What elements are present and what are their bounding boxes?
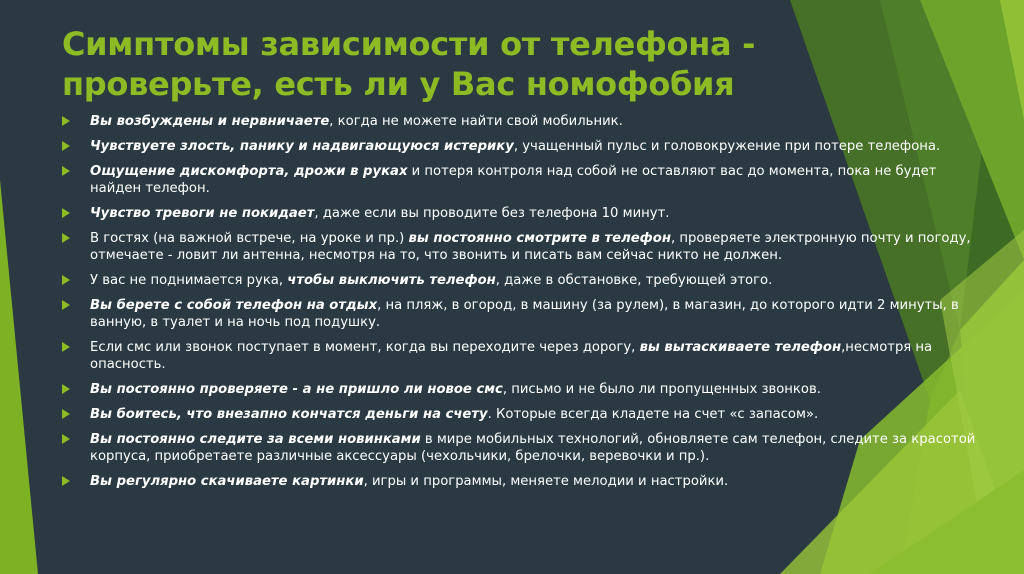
body-text: , на пляж, в огород, в машину (за рулем), в магазин, до которого идти 2 минуты, в ванную, в туалет и на ночь под подушку. bbox=[90, 298, 959, 330]
symptom-item bbox=[62, 230, 982, 264]
emphasis-text: вы постоянно смотрите в телефон bbox=[408, 231, 671, 246]
body-text: и потеря контроля над собой не оставляют вас до момента, пока не будет найден телефон. bbox=[90, 164, 937, 196]
emphasis-text: Чувствуете злость, панику и надвигающуюся истерику bbox=[90, 139, 514, 154]
body-text: , игры и программы, меняете мелодии и настройки. bbox=[363, 474, 729, 489]
triangle-bullet-icon bbox=[62, 476, 70, 486]
body-text: , даже в обстановке, требующей этого. bbox=[495, 273, 773, 288]
title-line-1: Симптомы зависимости от телефона - bbox=[62, 25, 756, 63]
symptom-item bbox=[62, 113, 982, 130]
body-text: , письмо и не было ли пропущенных звонков. bbox=[502, 382, 821, 397]
triangle-bullet-icon bbox=[62, 208, 70, 218]
triangle-bullet-icon bbox=[62, 141, 70, 151]
symptom-item bbox=[62, 205, 982, 222]
emphasis-text: Вы берете с собой телефон на отдых bbox=[90, 298, 378, 313]
triangle-bullet-icon bbox=[62, 116, 70, 126]
emphasis-text: Вы возбуждены и нервничаете bbox=[90, 114, 330, 129]
emphasis-text: Ощущение дискомфорта, дрожи в руках bbox=[90, 164, 408, 179]
slide-title bbox=[62, 24, 762, 104]
body-text: У вас не поднимается рука, bbox=[90, 273, 288, 288]
triangle-bullet-icon bbox=[62, 342, 70, 352]
symptom-item bbox=[62, 138, 982, 155]
triangle-bullet-icon bbox=[62, 275, 70, 285]
symptom-item bbox=[62, 381, 982, 398]
symptom-list bbox=[62, 113, 982, 498]
body-text: Если смс или звонок поступает в момент, когда вы переходите через дорогу, bbox=[90, 340, 640, 355]
symptom-item bbox=[62, 473, 982, 490]
emphasis-text: вы вытаскиваете телефон bbox=[639, 340, 842, 355]
emphasis-text: чтобы выключить телефон bbox=[287, 273, 496, 288]
body-text: . Которые всегда кладете на счет «с запасом». bbox=[487, 407, 819, 422]
body-text: , когда не можете найти свой мобильник. bbox=[329, 114, 623, 129]
symptom-item bbox=[62, 163, 982, 197]
symptom-item bbox=[62, 431, 982, 465]
emphasis-text: Вы боитесь, что внезапно кончатся деньги на счету bbox=[90, 407, 488, 422]
body-text: , даже если вы проводите без телефона 10 минут. bbox=[314, 206, 670, 221]
body-text: в мире мобильных технологий, обновляете сам телефон, следите за красотой корпуса, приобретаете различные аксессуары (чехольчики, брелочки, веревочки и пр.). bbox=[90, 432, 976, 464]
emphasis-text: Чувство тревоги не покидает bbox=[90, 206, 315, 221]
title-line-2: проверьте, есть ли у Вас номофобия bbox=[62, 65, 735, 103]
triangle-bullet-icon bbox=[62, 384, 70, 394]
body-text: В гостях (на важной встрече, на уроке и пр.) bbox=[90, 231, 409, 246]
body-text: , проверяете электронную почту и погоду, отмечаете - ловит ли антенна, несмотря на то, что звонить и писать вам сейчас никто не должен. bbox=[90, 231, 971, 263]
symptom-item bbox=[62, 339, 982, 373]
emphasis-text: Вы регулярно скачиваете картинки bbox=[90, 474, 364, 489]
symptom-item bbox=[62, 297, 982, 331]
symptom-item bbox=[62, 272, 982, 289]
triangle-bullet-icon bbox=[62, 233, 70, 243]
triangle-bullet-icon bbox=[62, 434, 70, 444]
body-text: , учащенный пульс и головокружение при потере телефона. bbox=[513, 139, 941, 154]
triangle-bullet-icon bbox=[62, 166, 70, 176]
triangle-bullet-icon bbox=[62, 409, 70, 419]
body-text: ,несмотря на опасность. bbox=[90, 340, 933, 372]
emphasis-text: Вы постоянно проверяете - а не пришло ли новое смс bbox=[90, 382, 503, 397]
emphasis-text: Вы постоянно следите за всеми новинками bbox=[90, 432, 421, 447]
symptom-item bbox=[62, 406, 982, 423]
triangle-bullet-icon bbox=[62, 300, 70, 310]
